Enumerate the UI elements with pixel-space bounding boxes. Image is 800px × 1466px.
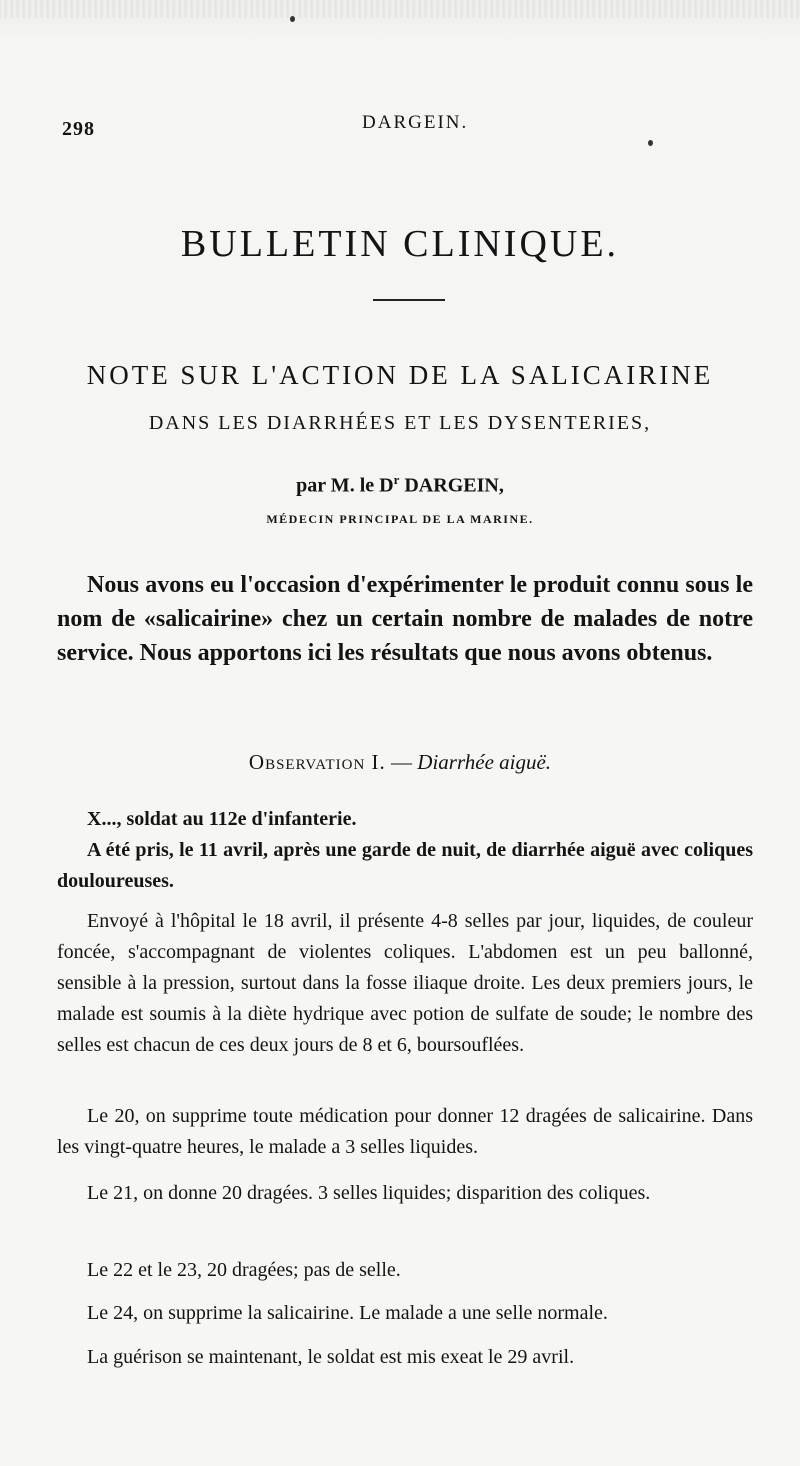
paragraph-3 [57, 906, 753, 1061]
observation-title: Diarrhée aiguë. [417, 750, 552, 774]
paragraph-6 [57, 1255, 753, 1286]
author-title-superscript: r [393, 472, 400, 487]
note-subtitle: DANS LES DIARRHÉES ET LES DYSENTERIES, [148, 412, 652, 434]
running-header [62, 112, 752, 142]
running-title: DARGEIN. [362, 112, 469, 133]
note-title: NOTE SUR L'ACTION DE LA SALICAIRINE [86, 360, 714, 390]
paragraph-1 [57, 804, 753, 835]
paragraph-4 [57, 1101, 753, 1163]
paragraph-5-text: Le 21, on donne 20 dragées. 3 selles liquides; disparition des coliques. [87, 1182, 651, 1204]
intro-paragraph: Nous avons eu l'occasion d'expérimenter le produit connu sous le nom de «salicairine» chez un certain nombre de malades de notre service. Nous apportons ici les résultats que nous avons obtenus. [57, 572, 753, 666]
page-number: 298 [62, 118, 95, 140]
author-name: DARGEIN, [399, 474, 504, 497]
paragraph-7 [57, 1298, 753, 1329]
paragraph-8 [57, 1342, 753, 1373]
paragraph-2 [57, 835, 753, 897]
author-affiliation: MÉDECIN PRINCIPAL DE LA MARINE. [266, 512, 534, 526]
paragraph-4-text: Le 20, on supprime toute médication pour donner 12 dragées de salicairine. Dans les vingt-quatre heures, le malade a 3 selles liquides. [57, 1105, 753, 1158]
scan-speck [648, 140, 653, 146]
paragraph-1-text: X..., soldat au 112e d'infanterie. [87, 808, 357, 830]
scan-speck [290, 16, 295, 22]
paragraph-7-text: Le 24, on supprime la salicairine. Le malade a une selle normale. [87, 1302, 608, 1324]
observation-dash: — [385, 750, 418, 774]
paragraph-2-text: A été pris, le 11 avril, après une garde de nuit, de diarrhée aiguë avec coliques douloureuses. [57, 839, 753, 892]
observation-label: Observation I. [248, 750, 386, 774]
paragraph-8-text: La guérison se maintenant, le soldat est mis exeat le 29 avril. [87, 1346, 575, 1368]
paragraph-3-text: Envoyé à l'hôpital le 18 avril, il présente 4-8 selles par jour, liquides, de couleur foncée, s'accompagnant de violentes coliques. L'abdomen est un peu ballonné, sensible à la pression, surtout dans la fosse iliaque droite. Les deux premiers jours, le malade est soumis à la diète hydrique avec potion de sulfate de soude; le nombre des selles est chacun de ces deux jours de 8 et 6, boursouflées. [57, 910, 753, 1056]
author-line [0, 472, 800, 498]
paragraph-5 [57, 1178, 753, 1209]
paragraph-6-text: Le 22 et le 23, 20 dragées; pas de selle. [87, 1259, 401, 1281]
observation-heading [0, 750, 800, 775]
author-prefix: par M. le D [296, 474, 394, 497]
scan-top-edge [0, 0, 800, 18]
title-divider [373, 299, 445, 301]
section-title: BULLETIN CLINIQUE. [180, 223, 620, 265]
